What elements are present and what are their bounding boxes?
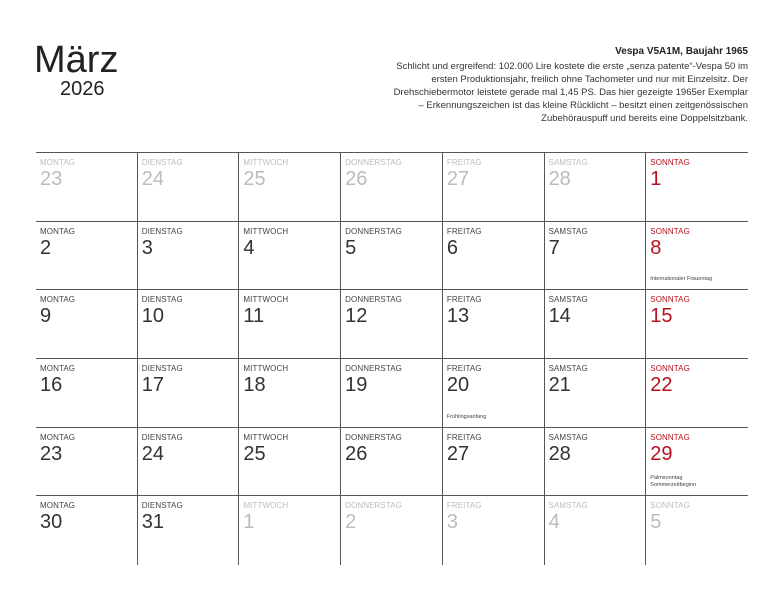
day-cell (36, 290, 138, 359)
day-number: 27 (446, 442, 470, 465)
day-cell (646, 290, 748, 359)
weekday-label: FREITAG (446, 364, 482, 373)
day-number: 12 (345, 305, 368, 328)
weekday-label: DONNERSTAG (345, 158, 402, 167)
day-number: 26 (345, 442, 368, 465)
weekday-label: DIENSTAG (141, 364, 183, 373)
day-number: 28 (548, 442, 571, 465)
day-cell (545, 428, 647, 497)
day-cell (36, 496, 138, 565)
weekday-label: MITTWOCH (243, 501, 289, 511)
day-cell (341, 428, 443, 497)
day-cell (443, 359, 545, 428)
day-number: 14 (548, 305, 571, 328)
day-number: 3 (446, 511, 458, 534)
day-number: 3 (141, 236, 153, 259)
weekday-label: MITTWOCH (243, 226, 289, 236)
day-number: 11 (243, 305, 265, 328)
weekday-label: MONTAG (40, 158, 76, 167)
day-number: 26 (345, 168, 368, 190)
day-number: 5 (650, 511, 662, 534)
day-number: 24 (141, 168, 164, 190)
day-cell (646, 222, 748, 291)
day-number: 10 (141, 305, 164, 328)
day-number: 31 (141, 511, 164, 534)
weekday-label: SONNTAG (650, 158, 690, 167)
day-cell (138, 222, 240, 291)
day-cell (443, 290, 545, 359)
day-number: 23 (40, 168, 63, 190)
day-number: 5 (345, 236, 357, 259)
day-cell (36, 428, 138, 497)
day-cell (239, 222, 341, 291)
weekday-label: DONNERSTAG (345, 501, 402, 511)
month-title: März (34, 39, 119, 81)
day-cell (545, 496, 647, 565)
calendar-grid (36, 152, 748, 564)
day-number: 22 (650, 374, 673, 396)
day-cell (646, 496, 748, 565)
holiday-note (447, 414, 486, 421)
weekday-label: MONTAG (40, 295, 76, 305)
day-number: 2 (345, 511, 357, 534)
day-number: 4 (243, 236, 255, 259)
day-cell (443, 153, 545, 222)
weekday-label: DIENSTAG (141, 158, 183, 167)
weekday-label: FREITAG (446, 158, 482, 167)
day-number: 25 (243, 442, 266, 465)
day-cell (341, 222, 443, 291)
weekday-label: SAMSTAG (548, 295, 588, 305)
weekday-label: MITTWOCH (243, 158, 289, 167)
day-cell (545, 359, 647, 428)
day-cell (138, 290, 240, 359)
day-number: 23 (40, 442, 63, 465)
day-number: 9 (40, 305, 52, 328)
day-number: 1 (650, 168, 662, 190)
holiday-note-line: Internationaler Frauentag (650, 276, 713, 283)
day-cell (443, 222, 545, 291)
weekday-label: MITTWOCH (243, 432, 289, 442)
weekday-label: SONNTAG (650, 226, 690, 236)
weekday-label: MONTAG (40, 226, 76, 236)
day-number: 19 (345, 374, 368, 396)
weekday-label: FREITAG (446, 226, 482, 236)
weekday-label: SAMSTAG (548, 226, 588, 236)
day-cell (545, 290, 647, 359)
day-number: 17 (141, 374, 164, 396)
weekday-label: MITTWOCH (243, 364, 289, 373)
weekday-label: DIENSTAG (141, 226, 183, 236)
weekday-label: DONNERSTAG (345, 364, 402, 373)
day-cell (646, 153, 748, 222)
day-cell (138, 496, 240, 565)
day-number: 13 (446, 305, 470, 328)
weekday-label: DIENSTAG (141, 432, 183, 442)
weekday-label: SONNTAG (650, 432, 690, 442)
caption-text: Schlicht und ergreifend: 102.000 Lire kostete die erste „senza patente“-Vespa 50 im ersten Produktionsjahr, freilich ohne Tachometer und nur mit Einzelsitz. Der Drehschiebermotor leistete gerade mal 1,45 PS. Das hier gezeigte 1965er Exemplar – Erkennungszeichen ist das kleine Rücklicht – besitzt einen zeitgenössischen Zubehörauspuff und bereits eine Doppelsitzbank. (393, 61, 748, 124)
day-cell (239, 428, 341, 497)
day-number: 16 (40, 374, 63, 396)
day-cell (646, 359, 748, 428)
weekday-label: SONNTAG (650, 364, 690, 373)
day-number: 24 (141, 442, 164, 465)
day-number: 8 (650, 236, 662, 259)
weekday-label: DONNERSTAG (345, 295, 402, 305)
day-cell (36, 153, 138, 222)
weekday-label: FREITAG (446, 295, 482, 305)
weekday-label: MONTAG (40, 364, 76, 373)
weekday-label: SAMSTAG (548, 158, 588, 167)
day-number: 1 (243, 511, 255, 534)
weekday-label: DIENSTAG (141, 295, 183, 305)
day-number: 28 (548, 168, 571, 190)
holiday-note-line: Palmsonntag (650, 475, 683, 482)
day-cell (239, 153, 341, 222)
day-number: 15 (650, 305, 673, 328)
day-number: 25 (243, 168, 266, 190)
day-cell (545, 153, 647, 222)
weekday-label: SONNTAG (650, 295, 690, 305)
holiday-note (650, 276, 712, 283)
day-cell (443, 496, 545, 565)
weekday-label: SONNTAG (650, 501, 690, 511)
weekday-label: FREITAG (446, 501, 482, 511)
day-cell (443, 428, 545, 497)
day-number: 6 (446, 236, 458, 259)
day-number: 27 (446, 168, 470, 190)
day-number: 21 (548, 374, 571, 396)
weekday-label: DONNERSTAG (345, 432, 402, 442)
day-cell (545, 222, 647, 291)
weekday-label: FREITAG (446, 432, 482, 442)
weekday-label: MONTAG (40, 501, 76, 511)
weekday-label: SAMSTAG (548, 501, 588, 511)
day-cell (239, 359, 341, 428)
weekday-label: MONTAG (40, 432, 76, 442)
weekday-label: MITTWOCH (243, 295, 289, 305)
day-number: 20 (446, 374, 470, 396)
day-cell (341, 496, 443, 565)
day-number: 7 (548, 236, 560, 259)
holiday-note-line: Frühlingsanfang (446, 413, 487, 420)
holiday-note (650, 475, 696, 489)
day-number: 29 (650, 442, 673, 465)
weekday-label: DONNERSTAG (345, 226, 402, 236)
day-cell (341, 359, 443, 428)
day-number: 2 (40, 236, 52, 259)
day-cell (239, 290, 341, 359)
caption-title: Vespa V5A1M, Baujahr 1965 (615, 46, 748, 57)
day-cell (36, 359, 138, 428)
day-cell (138, 359, 240, 428)
day-cell (646, 428, 748, 497)
weekday-label: DIENSTAG (141, 501, 183, 511)
day-cell (341, 290, 443, 359)
day-cell (138, 153, 240, 222)
weekday-label: SAMSTAG (548, 432, 588, 442)
weekday-label: SAMSTAG (548, 364, 588, 373)
day-number: 18 (243, 374, 266, 396)
day-cell (239, 496, 341, 565)
day-cell (138, 428, 240, 497)
day-cell (341, 153, 443, 222)
holiday-note-line: Sommerzeitbeginn (650, 482, 697, 489)
day-number: 30 (40, 511, 63, 534)
year-title: 2026 (60, 78, 105, 100)
day-cell (36, 222, 138, 291)
day-number: 4 (548, 511, 560, 534)
